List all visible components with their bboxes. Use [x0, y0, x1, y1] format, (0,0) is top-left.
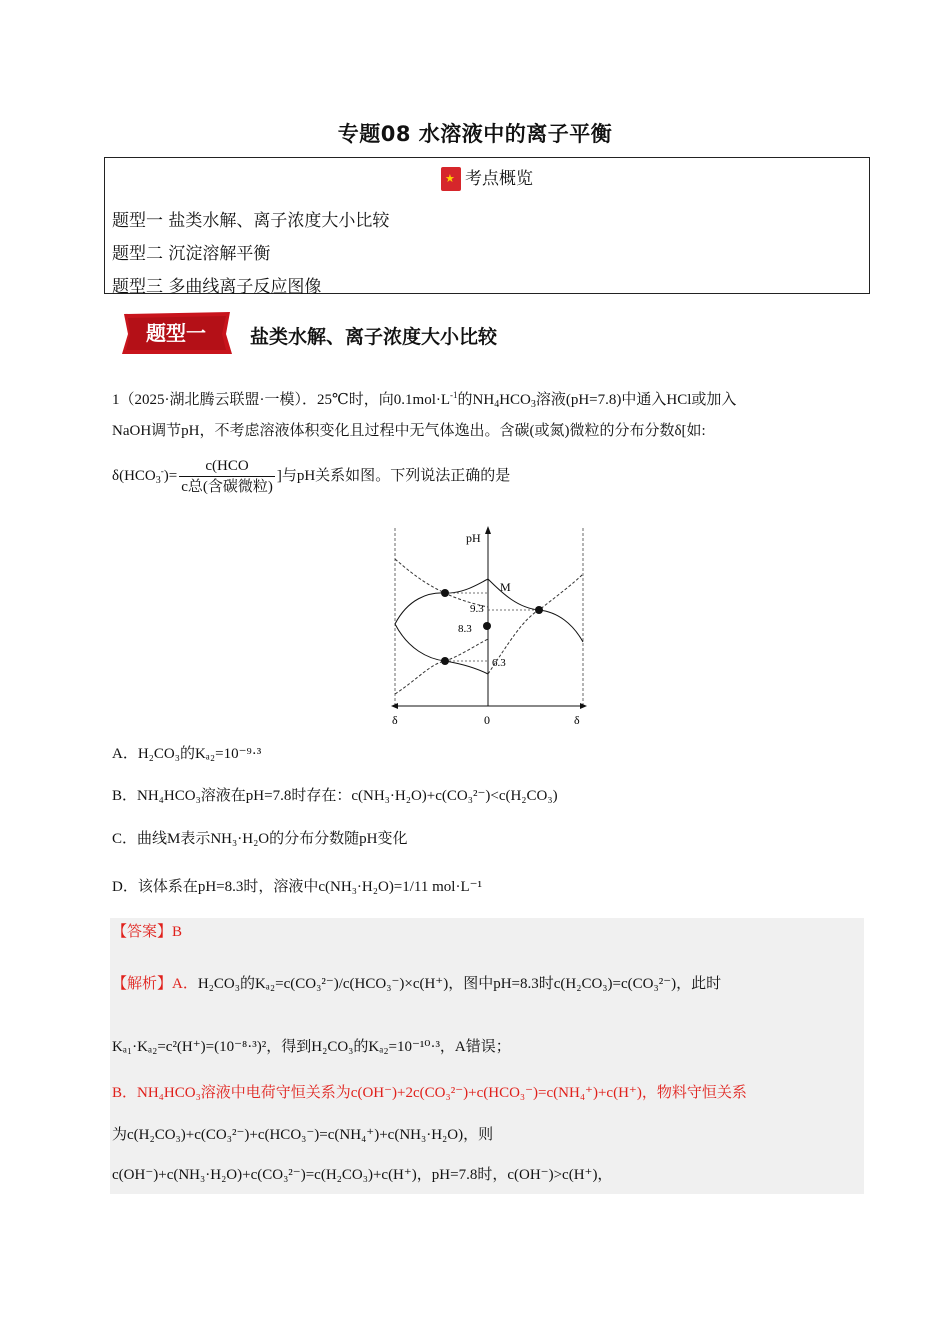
section-banner-label: 题型一: [146, 321, 206, 345]
tick-label-63: 6.3: [492, 657, 506, 669]
option-c[interactable]: C．曲线M表示NH₃·H₂O的分布分数随pH变化: [112, 831, 408, 847]
analysis-line-a1: 【解析】A．H₂CO₃的Kₐ₂=c(CO₃²⁻)/c(HCO₃⁻)×c(H⁺)，图中pH=8.3时c(H₂CO₃)=c(CO₃²⁻)，此时: [112, 976, 722, 992]
document-title: 专题08 水溶液中的离子平衡: [337, 122, 613, 146]
answer-label: 【答案】B: [112, 924, 183, 940]
section-banner: [118, 310, 234, 356]
analysis-line-b2: 为c(H₂CO₃)+c(CO₃²⁻)+c(HCO₃⁻)=c(NH₄⁺)+c(NH₃·H₂O)，则: [112, 1127, 494, 1143]
x-axis-left-label: δ: [392, 713, 398, 727]
analysis-line-b1: B．NH₄HCO₃溶液中电荷守恒关系为c(OH⁻)+2c(CO₃²⁻)+c(HCO₃⁻)=c(NH₄⁺)+c(H⁺)，物料守恒关系: [112, 1085, 747, 1101]
tick-label-83: 8.3: [458, 623, 472, 635]
outline-item-3[interactable]: 题型三 多曲线离子反应图像: [112, 277, 322, 297]
option-d[interactable]: D．该体系在pH=8.3时，溶液中c(NH₃·H₂O)=1/11 mol·L⁻¹: [112, 879, 483, 895]
analysis-line-a2: Kₐ₁·Kₐ₂=c²(H⁺)=(10⁻⁸·³)²，得到H₂CO₃的Kₐ₂=10⁻¹⁰·³，A错误；: [112, 1039, 511, 1055]
outline-header: ★考点概览: [105, 164, 869, 191]
analysis-line-b3: c(OH⁻)+c(NH₃·H₂O)+c(CO₃²⁻)=c(H₂CO₃)+c(H⁺)，pH=7.8时，c(OH⁻)>c(H⁺)，: [112, 1167, 613, 1183]
book-icon: [441, 167, 461, 191]
question-line-1: 1（2025·湖北腾云联盟·一模）．25℃时，向$0.1mol\cdot L^{-1}$的$NH_4HCO_3$溶液(pH=7.8)中通入HCl或加入: [112, 390, 737, 410]
tick-label-93: 9.3: [470, 603, 484, 615]
y-axis-label: pH: [466, 531, 481, 545]
option-b[interactable]: B．NH₄HCO₃溶液在pH=7.8时存在：c(NH₃·H₂O)+c(CO₃²⁻)<c(H₂CO₃): [112, 788, 558, 804]
outline-box: [104, 157, 870, 297]
intersection-point: [441, 657, 449, 665]
section-title: 盐类水解、离子浓度大小比较: [250, 326, 498, 348]
curve-h2co3-upper: [395, 559, 488, 607]
outline-item-1[interactable]: 题型一 盐类水解、离子浓度大小比较: [112, 211, 390, 231]
option-a[interactable]: A．H₂CO₃的Kₐ₂=10⁻⁹·³: [112, 746, 262, 762]
intersection-point: [441, 589, 449, 597]
x-axis-origin-label: 0: [484, 713, 490, 727]
curve-co3: [395, 639, 488, 694]
x-axis-right-label: δ: [574, 713, 580, 727]
curve-hco3-lower: [395, 624, 488, 674]
distribution-fraction: $\frac{\text{c(HCO}}{\text{c总(含碳微粒)}}$: [181, 458, 273, 495]
outline-item-2[interactable]: 题型二 沉淀溶解平衡: [112, 244, 271, 264]
curve-hco3-upper: [395, 579, 488, 624]
curve-m-label: M: [500, 580, 511, 594]
intersection-point: [535, 606, 543, 614]
question-line-3: $\delta(HCO_3^-)=$ $\frac{\text{c(HCO}}{\text{c总(含碳微粒)}}$ ]与pH关系如图。下列说法正确的是: [112, 458, 511, 495]
intersection-point: [483, 622, 491, 630]
question-line-2: NaOH调节pH，不考虑溶液体积变化且过程中无气体逸出。含碳(或氮)微粒的分布分数δ[如:: [112, 423, 706, 439]
distribution-chart: [388, 524, 598, 734]
